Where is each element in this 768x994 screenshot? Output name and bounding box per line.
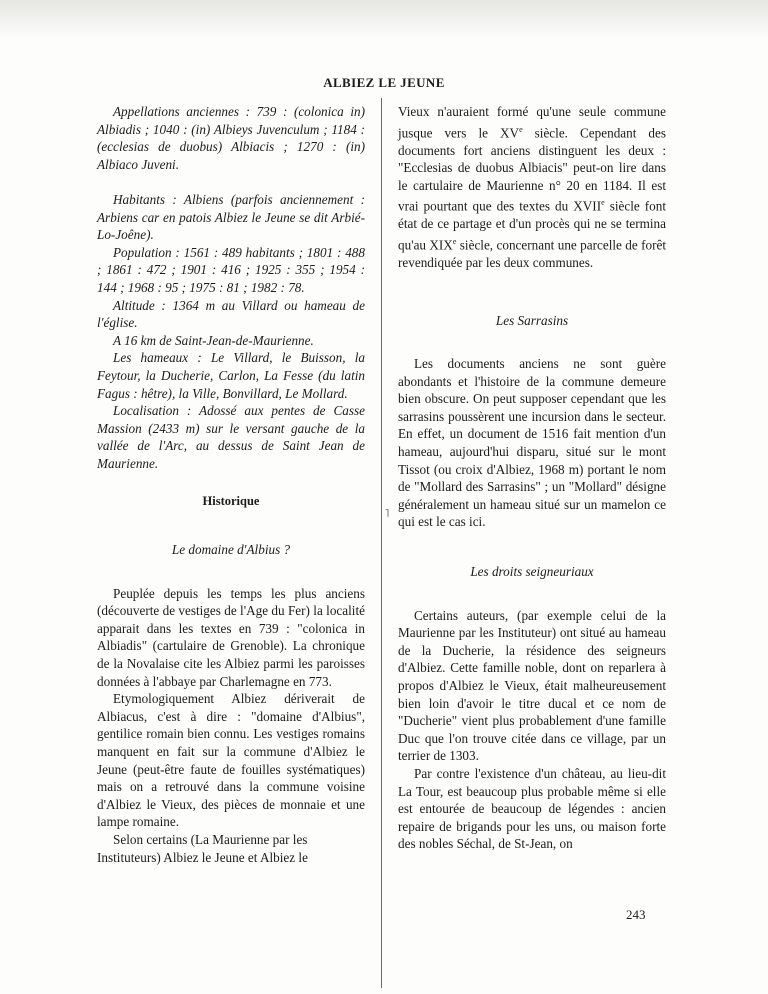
paragraph: Certains auteurs, (par exemple celui de la Maurienne par les Instituteur) ont situé au hameau de la Ducherie, la résidence des seigneurs d'Albiez. Cette famille noble, dont on reparlera à propos d'Albiez le Vieux, était malheureusement bien loin d'avoir le titre ducal et ce nom de "Ducherie" vient plus probablement d'une famille Duc que l'on trouve citée dans ce village, par un terrier de 1303. — [398, 607, 666, 764]
margin-tick-mark: ˥ — [385, 508, 390, 520]
commune-summary — [97, 103, 365, 472]
paragraph: Etymologiquement Albiez dériverait de Albiacus, c'est à dire : "domaine d'Albius", gentilice romain bien connu. Les vestiges romains manquent en fait sur la commune d'Albiez le Jeune (peut-être faute de fouilles systématiques) mais on a retrouvé dans la commune voisine d'Albiez le Vieux, des pièces de monnaie et une lampe romaine. — [97, 691, 365, 830]
left-column — [97, 103, 365, 866]
paragraph-continued: Vieux n'auraient formé qu'une seule commune jusque vers le XVe siècle. Cependant des documents fort anciens distinguent les deux : "Ecclesias de duobus Albiacis" peut-on lire dans le cartulaire de Maurienne n° 20 en 1184. Il est vrai pourtant que des textes du XVIIe siècle font état de ce partage et d'un procès qui ne se termina qu'au XIXe siècle, concernant une parcelle de forêt revendiquée par les deux communes. — [398, 104, 667, 270]
paragraph: Les documents anciens ne sont guère abondants et l'histoire de la commune demeure bien obscure. On peut supposer cependant que les sarrasins poussèrent une incursion dans le secteur. En effet, un document de 1516 fait mention d'un hameau, aujourd'hui disparu, situé sur le mont Tissot (ou croix d'Albiez, 1968 m) portant le nom de "Mollard des Sarrasins" ; un "Mollard" désigne généralement un hameau situé sur un mamelon ce qui est le cas ici. — [398, 356, 666, 530]
intro-population: Population : 1561 : 489 habitants ; 1801 : 488 ; 1861 : 472 ; 1901 : 416 ; 1925 : 355 ; 1954 : 144 ; 1968 : 95 ; 1975 : 81 ; 1982 : 78. — [97, 244, 365, 295]
page-title: ALBIEZ LE JEUNE — [323, 75, 445, 90]
intro-habitants: Habitants : Albiens (parfois anciennement : Arbiens car en patois Albiez le Jeune se dit Arbié-Lo-Joêne). — [97, 191, 365, 243]
intro-localisation: Localisation : Adossé aux pentes de Casse Massion (2433 m) sur le versant gauche de la vallée de l'Arc, au dessus de Saint Jean de Maurienne. — [97, 403, 365, 471]
paragraph: Peuplée depuis les temps les plus anciens (découverte de vestiges de l'Age du Fer) la localité apparait dans les textes en 739 : "colonica in Albiadis" (cartulaire de Grenoble). La chronique de la Novalaise cite les Albiez parmi les paroisses données à l'abbaye par Charlemagne en 773. — [97, 585, 365, 689]
right-column — [398, 103, 666, 853]
subsection-heading: Les Sarrasins — [495, 312, 569, 328]
section-heading: Historique — [202, 494, 260, 509]
intro-distance: A 16 km de Saint-Jean-de-Maurienne. — [113, 332, 314, 348]
paragraph: Selon certains (La Maurienne par les Instituteurs) Albiez le Jeune et Albiez le — [97, 831, 308, 865]
subsection-heading: Les droits seigneuriaux — [470, 564, 594, 580]
column-divider — [381, 98, 382, 988]
scan-shadow — [0, 0, 768, 40]
intro-hameaux: Les hameaux : Le Villard, le Buisson, la Feytour, la Ducherie, Carlon, La Fesse (du latin Fagus : hêtre), la Ville, Bonvillard, Le Mollard. — [97, 350, 365, 401]
page-number: 243 — [626, 907, 646, 922]
intro-altitude: Altitude : 1364 m au Villard ou hameau de l'église. — [97, 297, 365, 331]
paragraph: Par contre l'existence d'un château, au lieu-dit La Tour, est beaucoup plus probable même si elle est entourée de beaucoup de légendes : ancien repaire de brigands pour les uns, ou maison forte des nobles Séchal, de St-Jean, on — [398, 765, 666, 852]
intro-appellations: Appellations anciennes : 739 : (colonica in) Albiadis ; 1040 : (in) Albieys Juvenculum ; 1184 : (ecclesias de duobus) Albiacis ; 1270 : (in) Albiaco Juveni. — [97, 104, 365, 172]
subsection-heading: Le domaine d'Albius ? — [171, 542, 291, 558]
